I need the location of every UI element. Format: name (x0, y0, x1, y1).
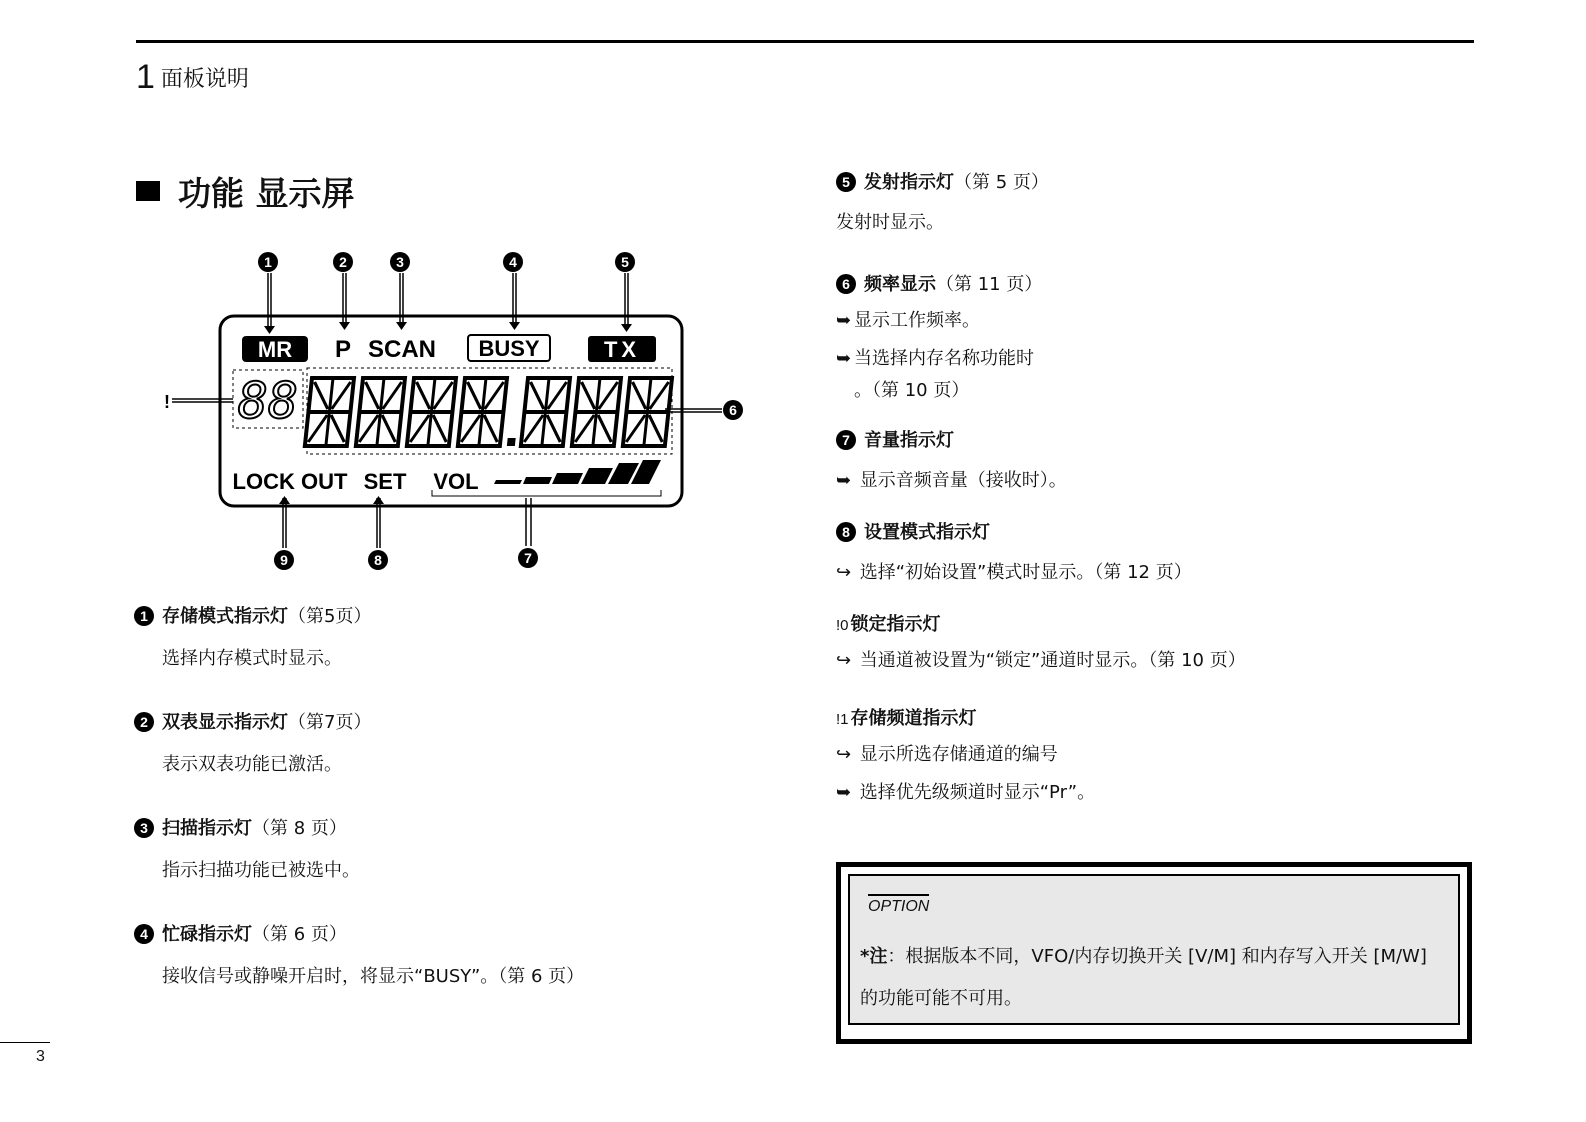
badge-2: 2 (134, 712, 154, 732)
scan-label: SCAN (367, 336, 437, 363)
svg-text:4: 4 (509, 254, 517, 270)
item-memory-mode (134, 602, 371, 670)
hook-arrow-icon: ↪ (836, 744, 852, 765)
side-marker: ! (164, 392, 170, 412)
option-inner-panel (848, 874, 1460, 1025)
badge-3: 3 (134, 818, 154, 838)
square-bullet-icon (136, 181, 160, 201)
item-line: 选择“初始设置”模式时显示。（第 12 页） (859, 562, 1192, 583)
item-line: 发射时显示。 (836, 212, 944, 233)
section-title (136, 168, 355, 215)
item-prefix: !0 (836, 617, 849, 634)
arrow-icon: ➥ (836, 782, 852, 803)
section-title-text: 功能 显示屏 (178, 174, 355, 213)
set-label: SET (363, 469, 407, 494)
item-title: 存储频道指示灯 (850, 708, 977, 729)
item-busy (134, 920, 584, 988)
item-title: 存储模式指示灯 (162, 606, 288, 627)
item-ref: （第 11 页） (936, 274, 1043, 295)
item-title: 锁定指示灯 (850, 614, 941, 635)
badge-4: 4 (134, 924, 154, 944)
chapter-heading (136, 58, 249, 97)
svg-text:1: 1 (264, 254, 272, 270)
item-ref: （第 8 页） (252, 818, 347, 839)
svg-text:8: 8 (374, 552, 382, 568)
badge-6: 6 (836, 274, 856, 294)
svg-text:9: 9 (280, 552, 288, 568)
item-body: 指示扫描功能已被选中。 (162, 860, 360, 881)
item-body: 接收信号或静噪开启时，将显示“BUSY”。（第 6 页） (162, 966, 585, 987)
item-volume (836, 426, 1067, 492)
item-title: 设置模式指示灯 (864, 522, 990, 543)
item-scan (134, 814, 360, 882)
page-number: 3 (36, 1048, 45, 1065)
vol-label: VOL (433, 469, 479, 494)
svg-text:2: 2 (339, 254, 347, 270)
arrow-icon: ➥ (836, 348, 852, 369)
arrow-icon: ➥ (836, 310, 852, 331)
item-title: 发射指示灯 (864, 172, 954, 193)
option-note-box (836, 862, 1472, 1044)
svg-text:6: 6 (729, 402, 737, 418)
item-line: 显示所选存储通道的编号 (859, 744, 1058, 765)
item-memory-channel (836, 704, 1095, 804)
item-title: 扫描指示灯 (162, 818, 252, 839)
option-label: OPTION (868, 894, 929, 916)
svg-text:7: 7 (524, 550, 532, 566)
footer-rule (0, 1042, 50, 1043)
item-ref: （第 6 页） (252, 924, 347, 945)
channel-digits: 88 (237, 372, 299, 430)
option-note-text (860, 936, 1448, 1020)
item-ref: （第 5 页） (954, 172, 1049, 193)
item-ref: （第5页） (288, 606, 372, 627)
hook-arrow-icon: ↪ (836, 650, 852, 671)
item-dual-watch (134, 708, 371, 776)
item-title: 忙碌指示灯 (162, 924, 252, 945)
item-line: 选择优先级频道时显示“Pr”。 (859, 782, 1096, 803)
svg-text:3: 3 (396, 254, 404, 270)
p-label: P (334, 336, 352, 363)
note-body: ：根据版本不同，VFO/内存切换开关 [V/M] 和内存写入开关 [M/W] 的功能可能不可用。 (860, 946, 1427, 1009)
item-body: 选择内存模式时显示。 (162, 648, 342, 669)
item-transmit (836, 168, 1049, 234)
item-ref: （第7页） (288, 712, 372, 733)
svg-text:5: 5 (621, 254, 629, 270)
chapter-number: 1 (136, 58, 155, 96)
note-prefix: *注 (860, 946, 888, 967)
badge-7: 7 (836, 430, 856, 450)
lcd-diagram (150, 246, 760, 576)
lockout-label: LOCK OUT (232, 469, 348, 494)
item-line: 当选择内存名称功能时 (854, 348, 1034, 369)
item-lockout (836, 610, 1246, 672)
header-rule (136, 40, 1474, 43)
item-frequency (836, 270, 1042, 402)
item-title: 音量指示灯 (864, 430, 954, 451)
hook-arrow-icon: ↪ (836, 562, 852, 583)
item-line: 当通道被设置为“锁定”通道时显示。（第 10 页） (859, 650, 1246, 671)
tx-label: TX (603, 337, 641, 362)
chapter-title: 面板说明 (160, 67, 249, 92)
item-body: 表示双表功能已激活。 (162, 754, 342, 775)
item-title: 频率显示 (864, 274, 936, 295)
item-title: 双表显示指示灯 (162, 712, 288, 733)
badge-1: 1 (134, 606, 154, 626)
badge-5: 5 (836, 172, 856, 192)
item-line: 。（第 10 页） (854, 380, 970, 401)
arrow-icon: ➥ (836, 470, 852, 491)
badge-8: 8 (836, 522, 856, 542)
busy-label: BUSY (478, 336, 540, 361)
mr-label: MR (257, 337, 293, 362)
item-prefix: !1 (836, 711, 849, 728)
item-set-mode (836, 518, 1192, 584)
item-line: 显示音频音量（接收时）。 (859, 470, 1067, 491)
item-line: 显示工作频率。 (854, 310, 980, 331)
